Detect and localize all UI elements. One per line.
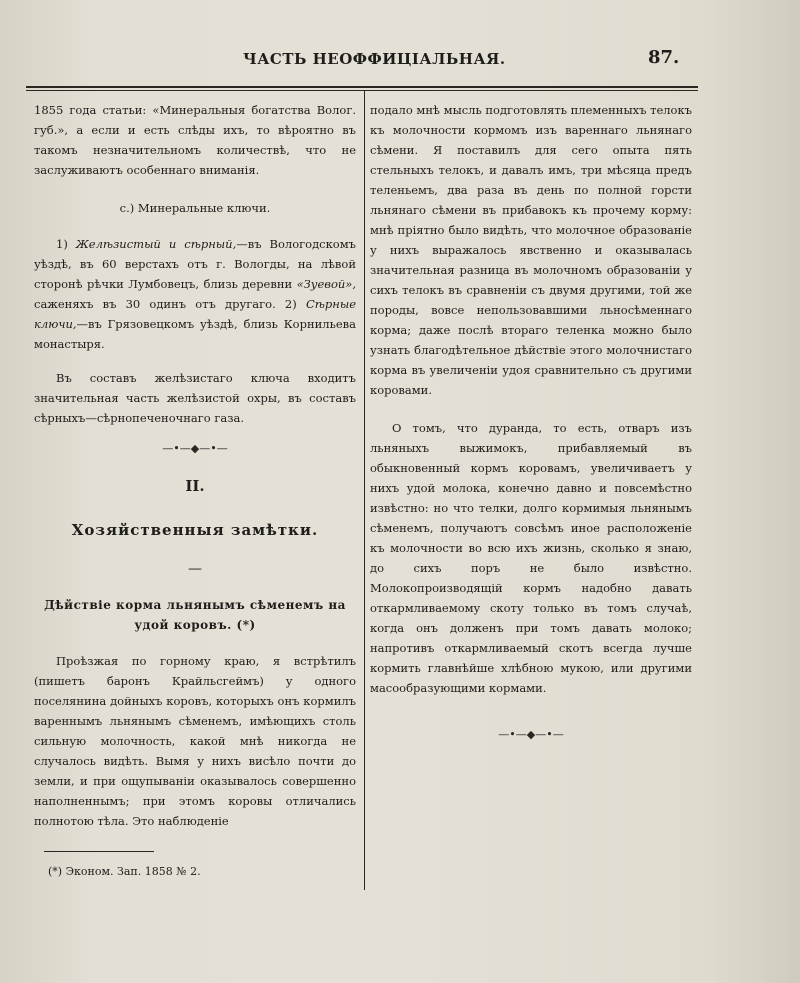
footnote: (*) Эконом. Зап. 1858 № 2.	[48, 865, 201, 878]
column-divider	[364, 90, 365, 890]
title-dash: —	[188, 561, 202, 577]
section-title: Хозяйственныя замѣтки.	[71, 521, 319, 539]
page-number: 87.	[648, 47, 680, 68]
p2-text-end: —въ Грязовецкомъ уѣздѣ, близь Корнильева монастыря.	[34, 317, 356, 351]
p2-text-mid2: саженяхъ въ 30 одинъ отъ другаго. 2)	[34, 297, 297, 311]
article-body-left: Проѣзжая по горному краю, я встрѣтилъ (пишетъ баронъ Крайльсгеймъ) у одного поселянина дойныхъ коровъ, которыхъ онъ кормилъ вареннымъ льнянымъ сѣменемъ, имѣющихъ столь сильную молочность, какой мнѣ никогда не случалось видѣть. Вымя у нихъ висѣло почти до земли, и при ощупываніи оказывалось совершенно наполненнымъ; при этомъ коровы отличались полнотою тѣла. Это наблюденіе	[34, 654, 356, 828]
left-paragraph-1: 1855 года статьи: «Минеральныя богатства Волог. губ.», а если и есть слѣды ихъ, то вѣроятно въ такомъ незначительномъ количествѣ, что не заслуживаютъ особеннаго вниманія.	[34, 103, 356, 177]
p2-number: 1)	[56, 237, 68, 251]
right-paragraph-2: О томъ, что дуранда, то есть, отваръ изъ льняныхъ выжимокъ, прибавляемый въ обыкновенный кормъ коровамъ, увеличиваетъ у нихъ удой молока, конечно давно и повсемѣстно извѣстно: но что телки, долго кормимыя льнянымъ сѣменемъ, получаютъ совсѣмъ иное расположеніе къ молочности во всю ихъ жизнь, сколько я знаю, до сихъ поръ не было извѣстно. Молокопроизводящій кормъ надобно давать откармливаемому скоту только въ томъ случаѣ, когда онъ долженъ при томъ давать молоко; напротивъ откармливаемый скотъ всегда лучше кормить главнѣйше хлѣбною мукою, или другими масообразующими кормами.	[370, 421, 692, 695]
header-rule	[26, 86, 698, 88]
left-column	[34, 100, 356, 880]
p2-italic-sulfur-springs: Сѣрные ключи,	[34, 297, 357, 331]
footnote-rule	[44, 851, 154, 852]
section-ornament: —•—◆—•—	[162, 442, 228, 455]
right-paragraph-1: подало мнѣ мысль подготовлять племенныхъ телокъ къ молочности кормомъ изъ вареннаго льнянаго сѣмени. Я поставилъ для сего опыта пять стельныхъ телокъ, и давалъ имъ, три мѣсяца предъ теленьемъ, два раза въ день по полной горсти льнянаго сѣмени въ прибавокъ къ прочему корму: мнѣ пріятно было видѣть, что молочное образованіе у нихъ выражалось явственно и оказывалась значительная разница въ молочномъ образованіи у сихъ телокъ въ сравненіи съ двумя другими, той же породы, вовсе непользовавшими льносѣменнаго корма; даже послѣ втораго теленка можно было узнать благодѣтельное дѣйствіе этого молочнистаго корма въ увеличеніи удоя сравнительно съ другими коровами.	[370, 103, 692, 397]
p2-italic-iron-sulfur: Желѣзистый и сѣрный,	[75, 237, 237, 251]
end-ornament: —•—◆—•—	[498, 728, 564, 741]
page-header-title: ЧАСТЬ НЕОФФИЦІАЛЬНАЯ.	[243, 50, 506, 68]
header-rule-thin	[26, 90, 698, 91]
p2-italic-zuevoy: «Зуевой»,	[296, 277, 357, 291]
article-title: Дѣйствіе корма льнянымъ сѣменемъ на удой коровъ. (*)	[44, 598, 346, 632]
mineral-springs-heading: с.) Минеральные ключи.	[119, 201, 271, 215]
section-numeral: II.	[185, 477, 205, 495]
right-column	[370, 100, 692, 755]
left-paragraph-3: Въ составъ желѣзистаго ключа входитъ значительная часть желѣзистой охры, въ составъ сѣрныхъ—сѣрнопеченочнаго газа.	[34, 371, 356, 425]
p2-text-mid: —въ Вологодскомъ уѣздѣ, въ 60 верстахъ отъ г. Вологды, на лѣвой сторонѣ рѣчки Лумбовецъ, близь деревни	[34, 237, 356, 291]
left-paragraph-2	[34, 234, 356, 354]
